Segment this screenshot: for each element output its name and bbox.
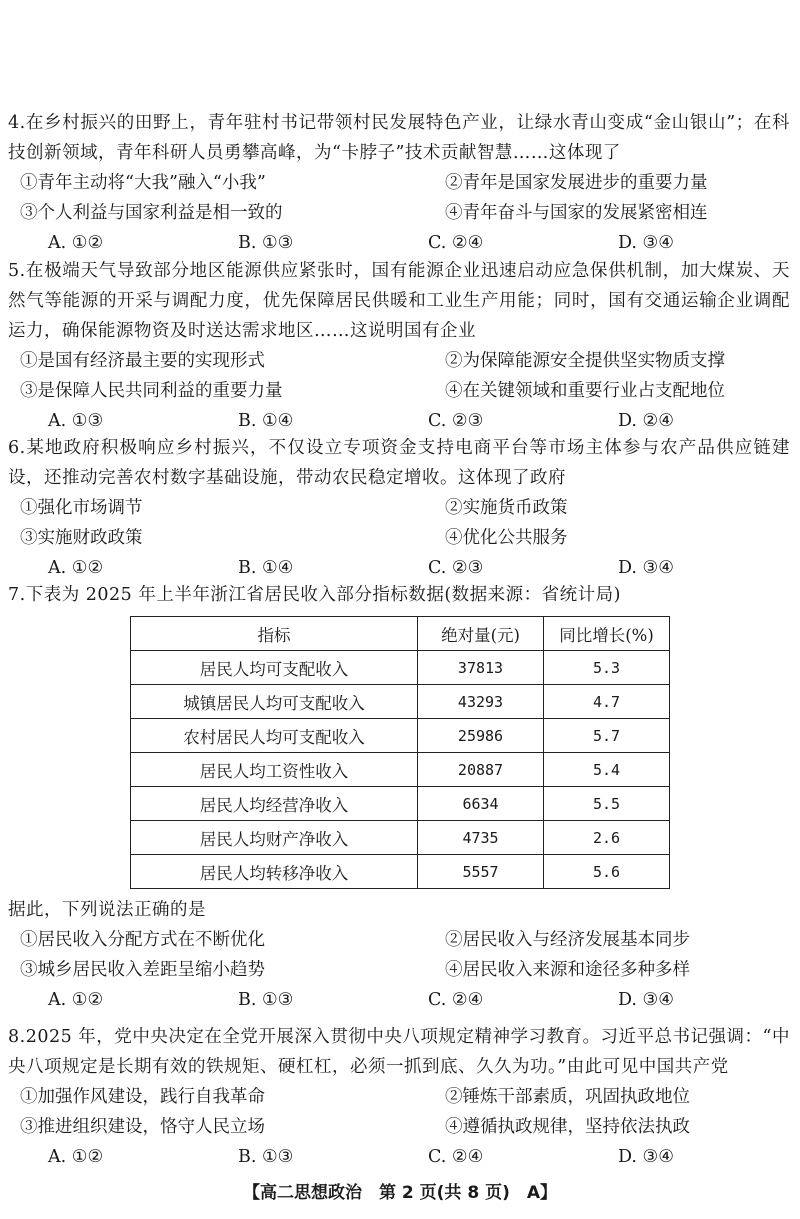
amount-cell: 5557 — [418, 855, 544, 889]
question-stem: 8.2025 年，党中央决定在全党开展深入贯彻中央八项规定精神学习教育。习近平总书记强调：“中央八项规定是长期有效的铁规矩、硬杠杠，必须一抓到底、久久为功。”由此可见中国共产党 — [8, 1027, 790, 1077]
amount-cell: 37813 — [418, 651, 544, 685]
option-list — [8, 925, 790, 985]
option-list — [8, 346, 790, 406]
amount-cell: 25986 — [418, 719, 544, 753]
answer-choice-c: C. ②③ — [428, 558, 484, 578]
indicator-cell: 居民人均转移净收入 — [131, 855, 418, 889]
answer-choice-a: A. ①③ — [48, 411, 104, 431]
option-item: ③个人利益与国家利益是相一致的 — [20, 203, 283, 223]
option-item: ①居民收入分配方式在不断优化 — [20, 930, 265, 950]
column-header: 绝对量(元) — [418, 617, 544, 651]
answer-choice-b: B. ①③ — [238, 1147, 294, 1167]
column-header: 同比增长(%) — [544, 617, 670, 651]
option-item: ①是国有经济最主要的实现形式 — [20, 351, 265, 371]
table-row — [131, 685, 670, 719]
answer-choice-c: C. ②④ — [428, 1147, 484, 1167]
answer-choice-c: C. ②③ — [428, 411, 484, 431]
growth-cell: 5.7 — [544, 719, 670, 753]
question-5 — [8, 256, 790, 436]
growth-cell: 2.6 — [544, 821, 670, 855]
amount-cell: 4735 — [418, 821, 544, 855]
table-header-row — [131, 617, 670, 651]
income-data-table — [130, 616, 670, 889]
growth-cell: 5.6 — [544, 855, 670, 889]
indicator-cell: 居民人均工资性收入 — [131, 753, 418, 787]
question-stem: 4.在乡村振兴的田野上，青年驻村书记带领村民发展特色产业，让绿水青山变成“金山银山”；在科技创新领域，青年科研人员勇攀高峰，为“卡脖子”技术贡献智慧……这体现了 — [8, 113, 790, 163]
table-row — [131, 753, 670, 787]
question-4 — [8, 108, 790, 258]
answer-choice-c: C. ②④ — [428, 233, 484, 253]
option-item: ①强化市场调节 — [20, 498, 143, 518]
growth-cell: 5.4 — [544, 753, 670, 787]
growth-cell: 4.7 — [544, 685, 670, 719]
indicator-cell: 居民人均经营净收入 — [131, 787, 418, 821]
indicator-cell: 城镇居民人均可支配收入 — [131, 685, 418, 719]
question-7 — [8, 580, 790, 1015]
option-list — [8, 168, 790, 228]
answer-choice-d: D. ③④ — [618, 233, 674, 253]
question-stem: 6.某地政府积极响应乡村振兴，不仅设立专项资金支持电商平台等市场主体参与农产品供应链建设，还推动完善农村数字基础设施，带动农民稳定增收。这体现了政府 — [8, 438, 790, 488]
option-item: ④优化公共服务 — [445, 528, 568, 548]
option-item: ②锤炼干部素质，巩固执政地位 — [445, 1087, 690, 1107]
table-row — [131, 651, 670, 685]
answer-choices — [8, 985, 790, 1015]
answer-choice-d: D. ②④ — [618, 411, 674, 431]
indicator-cell: 农村居民人均可支配收入 — [131, 719, 418, 753]
question-stem: 7.下表为 2025 年上半年浙江省居民收入部分指标数据(数据来源：省统计局) — [8, 585, 622, 605]
answer-choices — [8, 406, 790, 436]
option-item: ③城乡居民收入差距呈缩小趋势 — [20, 960, 265, 980]
growth-cell: 5.3 — [544, 651, 670, 685]
amount-cell: 43293 — [418, 685, 544, 719]
option-item: ②实施货币政策 — [445, 498, 568, 518]
answer-choice-d: D. ③④ — [618, 1147, 674, 1167]
amount-cell: 6634 — [418, 787, 544, 821]
option-list — [8, 1082, 790, 1142]
option-item: ②为保障能源安全提供坚实物质支撑 — [445, 351, 725, 371]
question-prompt: 据此，下列说法正确的是 — [8, 900, 206, 920]
answer-choice-a: A. ①② — [48, 990, 104, 1010]
option-item: ④青年奋斗与国家的发展紧密相连 — [445, 203, 708, 223]
answer-choices — [8, 553, 790, 583]
answer-choice-a: A. ①② — [48, 1147, 104, 1167]
answer-choice-d: D. ③④ — [618, 558, 674, 578]
question-6 — [8, 433, 790, 583]
growth-cell: 5.5 — [544, 787, 670, 821]
option-item: ④在关键领域和重要行业占支配地位 — [445, 381, 725, 401]
option-item: ④居民收入来源和途径多种多样 — [445, 960, 690, 980]
answer-choice-b: B. ①④ — [238, 411, 294, 431]
answer-choice-b: B. ①④ — [238, 558, 294, 578]
option-item: ①青年主动将“大我”融入“小我” — [20, 173, 266, 193]
answer-choice-d: D. ③④ — [618, 990, 674, 1010]
table-row — [131, 719, 670, 753]
table-row — [131, 855, 670, 889]
answer-choice-a: A. ①② — [48, 558, 104, 578]
option-item: ②青年是国家发展进步的重要力量 — [445, 173, 708, 193]
table-row — [131, 787, 670, 821]
question-8 — [8, 1022, 790, 1172]
option-list — [8, 493, 790, 553]
amount-cell: 20887 — [418, 753, 544, 787]
indicator-cell: 居民人均财产净收入 — [131, 821, 418, 855]
option-item: ③推进组织建设，恪守人民立场 — [20, 1117, 265, 1137]
answer-choice-b: B. ①③ — [238, 990, 294, 1010]
option-item: ③是保障人民共同利益的重要力量 — [20, 381, 283, 401]
answer-choices — [8, 1142, 790, 1172]
option-item: ③实施财政政策 — [20, 528, 143, 548]
indicator-cell: 居民人均可支配收入 — [131, 651, 418, 685]
table-row — [131, 821, 670, 855]
option-item: ②居民收入与经济发展基本同步 — [445, 930, 690, 950]
answer-choice-c: C. ②④ — [428, 990, 484, 1010]
option-item: ④遵循执政规律，坚持依法执政 — [445, 1117, 690, 1137]
question-stem: 5.在极端天气导致部分地区能源供应紧张时，国有能源企业迅速启动应急保供机制，加大煤炭、天然气等能源的开采与调配力度，优先保障居民供暖和工业生产用能；同时，国有交通运输企业调配运力，确保能源物资及时送达需求地区……这说明国有企业 — [8, 261, 790, 341]
option-item: ①加强作风建设，践行自我革命 — [20, 1087, 265, 1107]
answer-choice-b: B. ①③ — [238, 233, 294, 253]
answer-choice-a: A. ①② — [48, 233, 104, 253]
answer-choices — [8, 228, 790, 258]
page-footer: 【高二思想政治 第 2 页(共 8 页) A】 — [242, 1183, 558, 1203]
column-header: 指标 — [131, 617, 418, 651]
